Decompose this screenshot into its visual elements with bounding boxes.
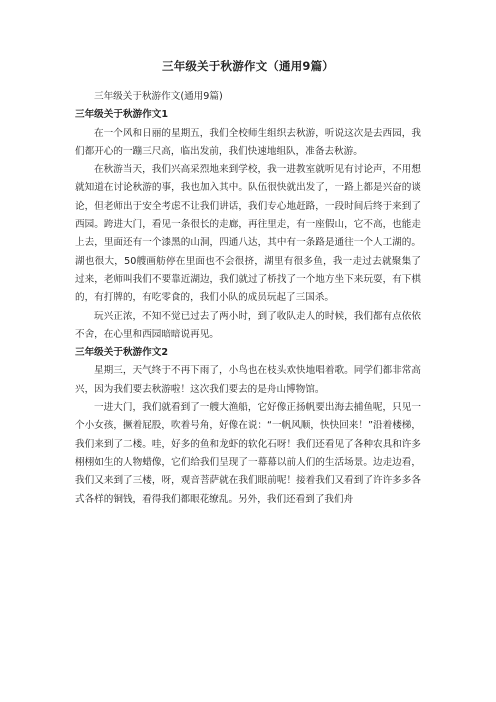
document-title: 三年级关于秋游作文（通用9篇） — [162, 59, 334, 73]
paragraph: 玩兴正浓，不知不觉已过去了两小时，到了收队走人的时候，我们都有点依依不舍，在心里和西园暗暗说再见。 — [75, 310, 421, 340]
paragraph: 在秋游当天，我们兴高采烈地来到学校，我一进教室就听见有讨论声，不用想就知道在讨论秋游的事，我也加入其中。队伍很快就出发了，一路上都是兴奋的谈论，但老师出于安全考虑不让我们讲话，我们专心地赶路，一段时间后终于来到了西园。跨进大门，看见一条很长的走廊，再往里走，有一座假山，它不高，也能走上去，里面还有一个漆黑的山洞，四通八达，其中有一条路是通往一个人工湖的。湖也很大，50艘画舫停在里面也不会很挤，湖里有很多鱼，我一走过去就聚集了过来，老师叫我们不要靠近湖边，我们就过了桥找了一个地方坐下来玩耍，有下棋的，有打牌的，有吃零食的，我们小队的成员玩起了三国杀。 — [75, 164, 421, 304]
paragraph: 一进大门，我们就看到了一艘大渔船，它好像正扬帆要出海去捕鱼呢，只见一个小女孩，撅着屁股，吹着号角，好像在说：“一帆风顺，快快回来！”沿着楼梯，我们来到了二楼。哇，好多的鱼和龙虾的软化石呀！我们还看见了各种农具和许多栩栩如生的人物蜡像，它们给我们呈现了一幕幕以前人们的生活场景。边走边看，我们又来到了三楼，呀，观音菩萨就在我们眼前呢！接着我们又看到了许许多多各式各样的铜钱，看得我们都眼花缭乱。另外，我们还看到了我们舟 — [75, 402, 421, 505]
paragraph: 在一个风和日丽的星期五，我们全校师生组织去秋游，听说这次是去西园，我们都开心的一蹦三尺高，临出发前，我们快速地组队，准备去秋游。 — [75, 127, 421, 157]
document-subtitle: 三年级关于秋游作文(通用9篇) — [94, 91, 223, 102]
document-page — [75, 58, 421, 509]
section-heading-2: 三年级关于秋游作文2 — [75, 347, 169, 359]
section-heading-1: 三年级关于秋游作文1 — [75, 109, 169, 121]
paragraph: 星期三，天气终于不再下雨了，小鸟也在枝头欢快地唱着歌。同学们都非常高兴，因为我们要去秋游啦！这次我们要去的是舟山博物馆。 — [75, 365, 421, 395]
